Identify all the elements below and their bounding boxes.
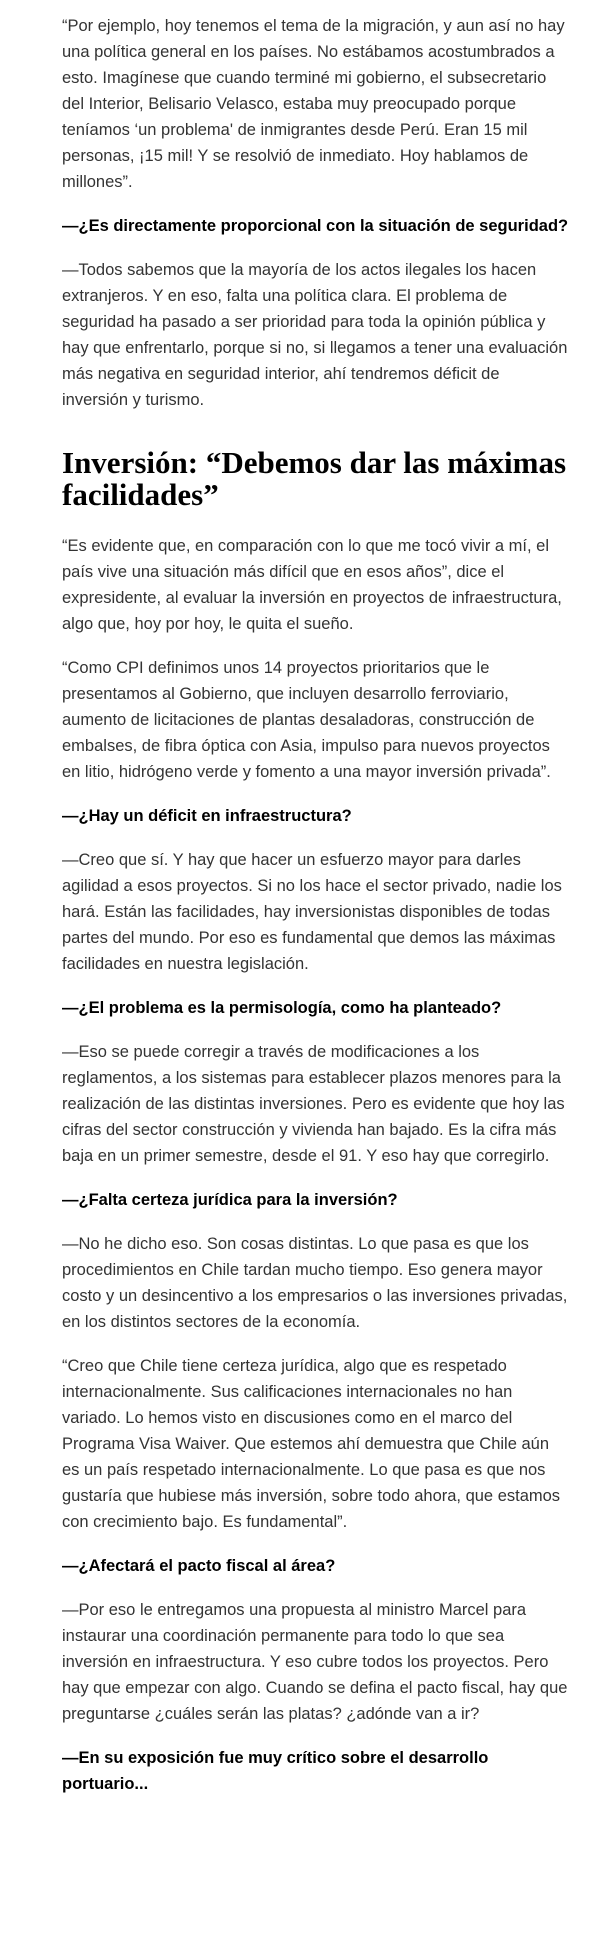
section-heading: Inversión: “Debemos dar las máximas facilidades”	[62, 445, 567, 512]
article-paragraph: “Creo que Chile tiene certeza jurídica, algo que es respetado internacionalmente. Sus calificaciones internacionales no han variado. Lo hemos visto en discusiones como en el marco del Programa Visa Waiver. Que estemos ahí demuestra que Chile aún es un país respetado internacionalmente. Lo que pasa es que nos gustaría que hubiese más inversión, sobre todo ahora, que estamos con crecimiento bajo. Es fundamental”.	[62, 1357, 561, 1531]
article-paragraph: “Por ejemplo, hoy tenemos el tema de la migración, y aun así no hay una política general en los países. No estábamos acostumbrados a esto. Imagínese que cuando terminé mi gobierno, el subsecretario del Interior, Belisario Velasco, estaba muy preocupado porque teníamos ‘un problema' de inmigrantes desde Perú. Eran 15 mil personas, ¡15 mil! Y se resolvió de inmediato. Hoy hablamos de millones”.	[62, 17, 565, 191]
interview-answer: —Creo que sí. Y hay que hacer un esfuerzo mayor para darles agilidad a esos proyectos. Si no los hace el sector privado, nadie los hará. Están las facilidades, hay inversionistas disponibles de todas partes del mundo. Por eso es fundamental que demos las máximas facilidades en nuestra legislación.	[62, 851, 562, 973]
interview-question: —¿Falta certeza jurídica para la inversión?	[62, 1191, 398, 1209]
interview-question: —¿El problema es la permisología, como ha planteado?	[62, 999, 502, 1017]
interview-answer: —No he dicho eso. Son cosas distintas. Lo que pasa es que los procedimientos en Chile tardan mucho tiempo. Eso genera mayor costo y un desincentivo a los empresarios o las inversiones privadas, en los distintos sectores de la economía.	[62, 1235, 568, 1331]
interview-question: —¿Afectará el pacto fiscal al área?	[62, 1557, 336, 1575]
article-paragraph: “Es evidente que, en comparación con lo que me tocó vivir a mí, el país vive una situación más difícil que en esos años”, dice el expresidente, al evaluar la inversión en proyectos de infraestructura, algo que, hoy por hoy, le quita el sueño.	[62, 537, 562, 633]
interview-answer: —Eso se puede corregir a través de modificaciones a los reglamentos, a los sistemas para establecer plazos menores para la realización de las distintas inversiones. Pero es evidente que hoy las cifras del sector construcción y vivienda han bajado. Es la cifra más baja en un primer semestre, desde el 91. Y eso hay que corregirlo.	[62, 1043, 565, 1165]
interview-question: —En su exposición fue muy crítico sobre el desarrollo portuario...	[62, 1749, 489, 1793]
interview-question: —¿Es directamente proporcional con la situación de seguridad?	[62, 217, 569, 235]
interview-question: —¿Hay un déficit en infraestructura?	[62, 807, 352, 825]
interview-answer: —Todos sabemos que la mayoría de los actos ilegales los hacen extranjeros. Y en eso, falta una política clara. El problema de seguridad ha pasado a ser prioridad para toda la opinión pública y hay que enfrentarlo, porque si no, si llegamos a tener una evaluación más negativa en seguridad interior, ahí tendremos déficit de inversión y turismo.	[62, 261, 568, 409]
interview-answer: —Por eso le entregamos una propuesta al ministro Marcel para instaurar una coordinación permanente para todo lo que sea inversión en infraestructura. Y eso cubre todos los proyectos. Pero hay que empezar con algo. Cuando se defina el pacto fiscal, hay que preguntarse ¿cuáles serán las platas? ¿adónde van a ir?	[62, 1601, 568, 1723]
article-paragraph: “Como CPI definimos unos 14 proyectos prioritarios que le presentamos al Gobierno, que incluyen desarrollo ferroviario, aumento de licitaciones de plantas desaladoras, construcción de embalses, de fibra óptica con Asia, impulso para nuevos proyectos en litio, hidrógeno verde y fomento a una mayor inversión privada”.	[62, 659, 551, 781]
